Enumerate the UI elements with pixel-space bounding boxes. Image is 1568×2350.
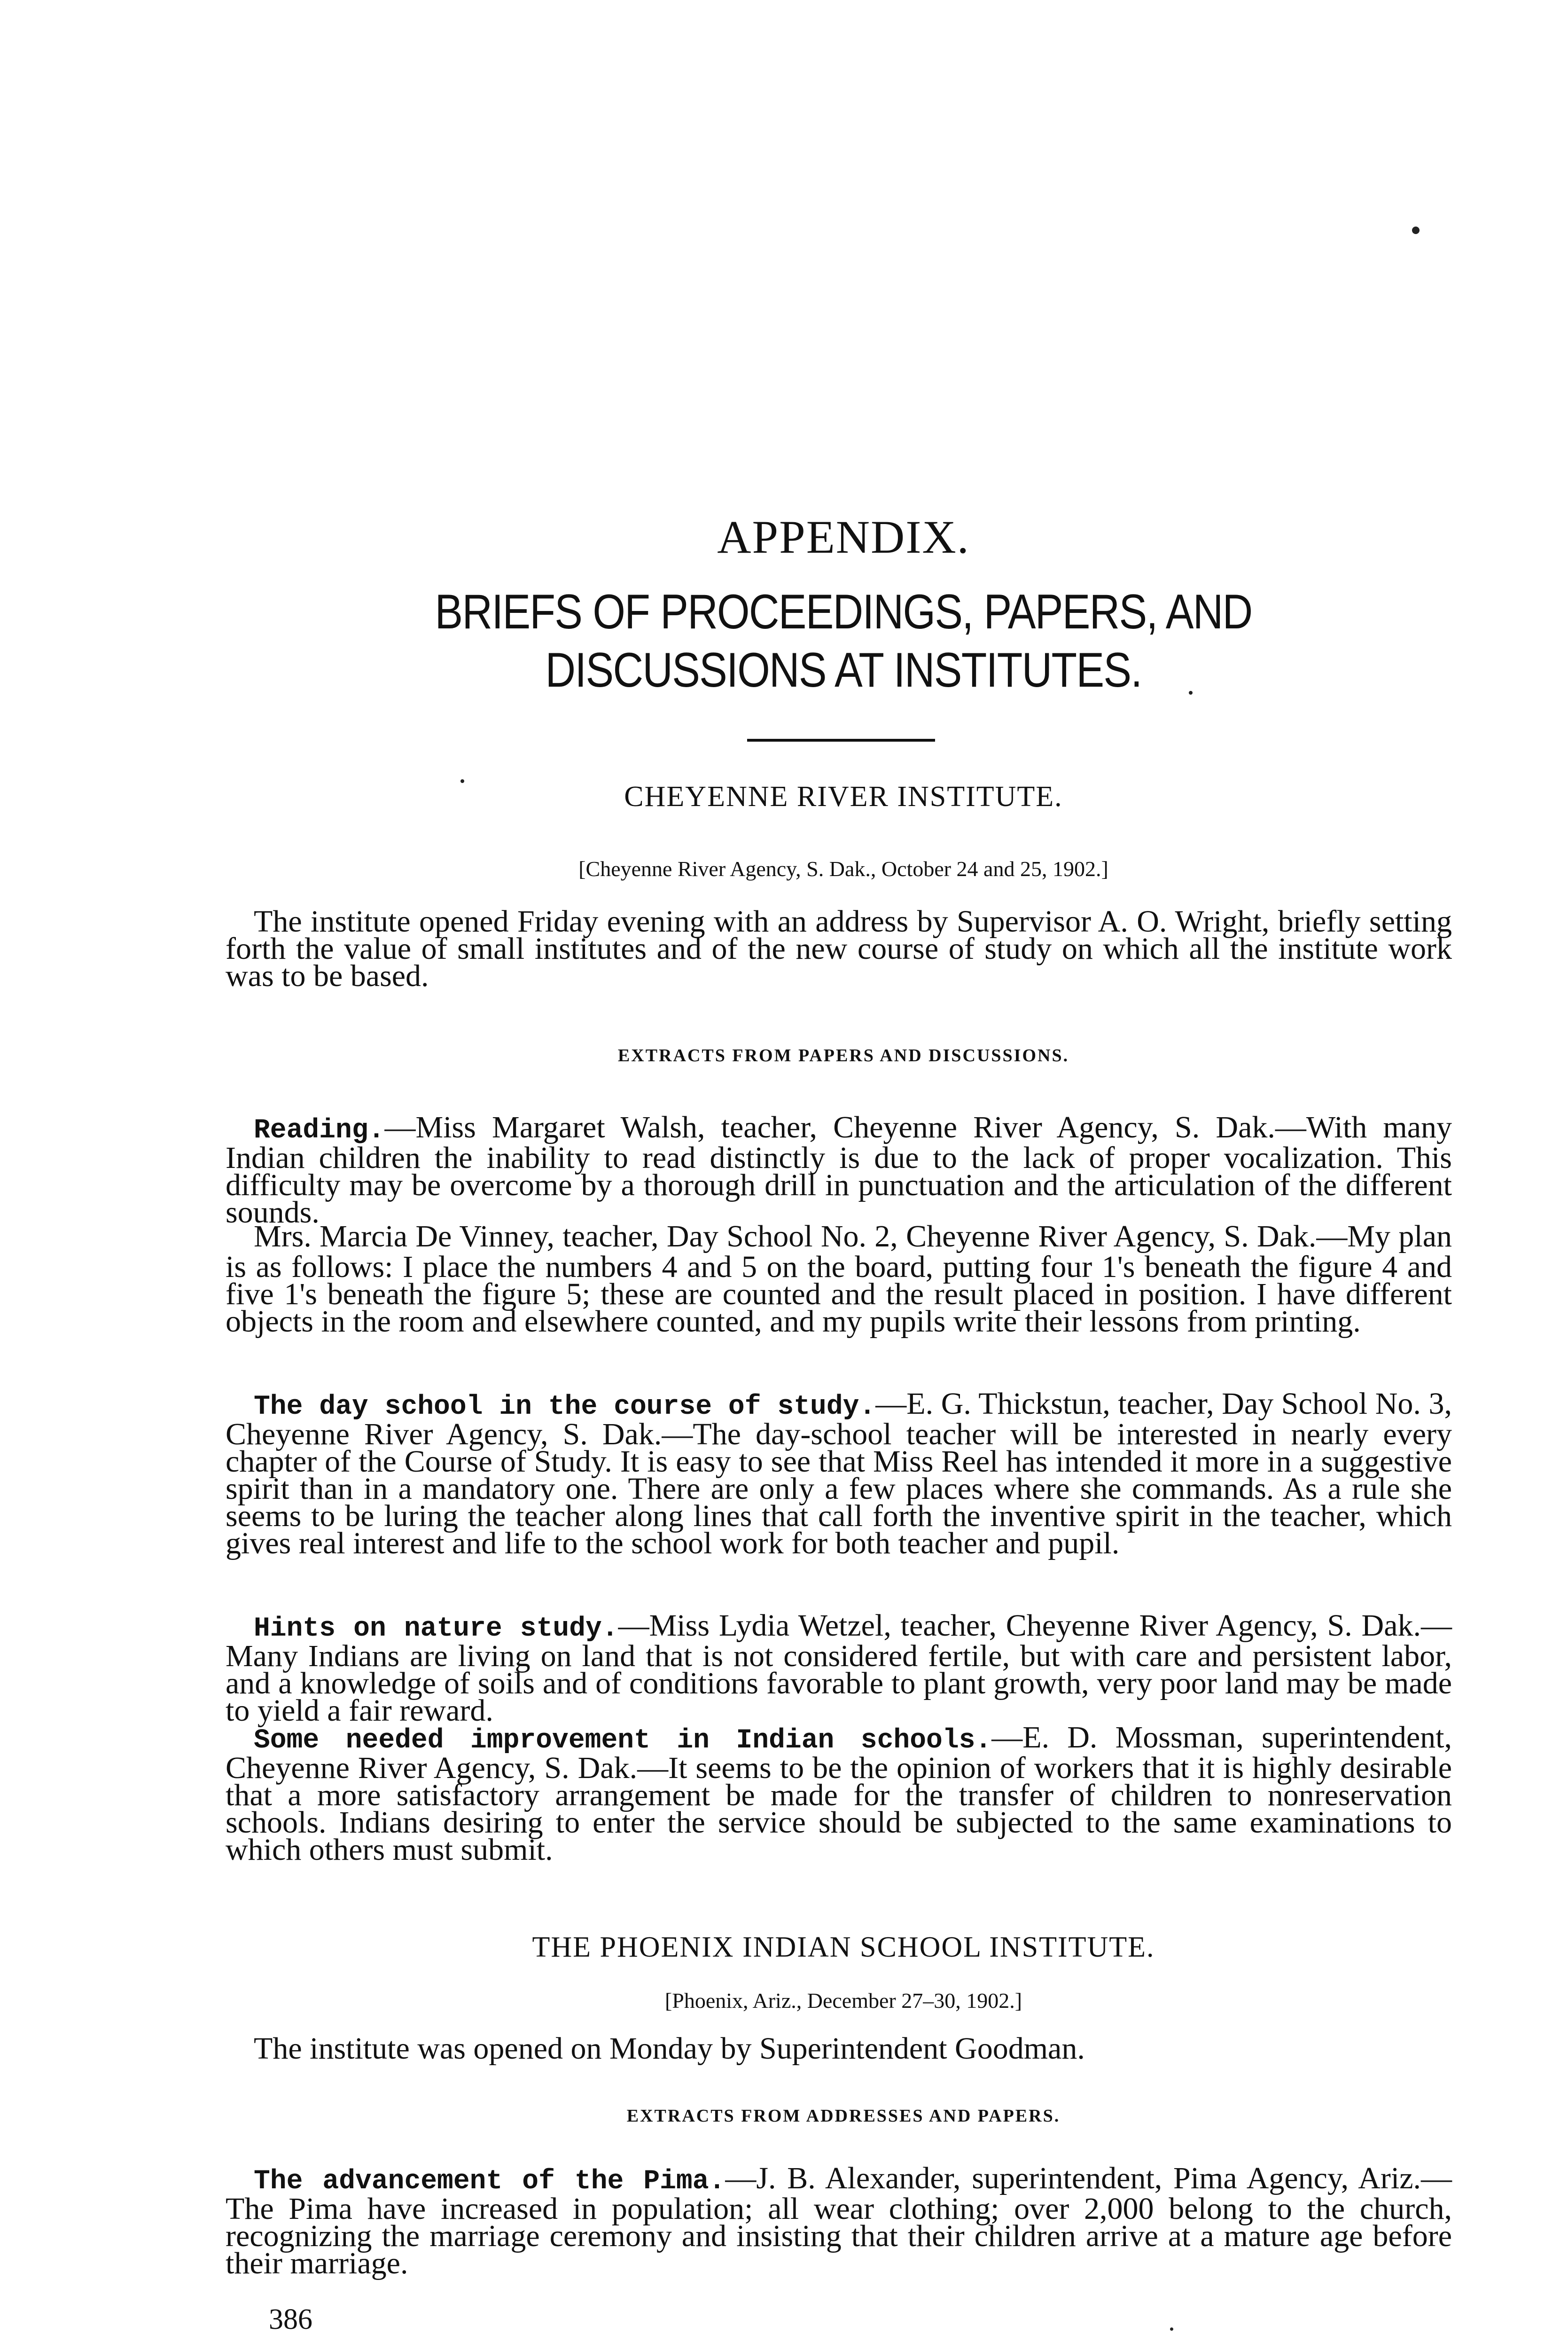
section-title-cheyenne: CHEYENNE RIVER INSTITUTE. bbox=[624, 781, 1063, 813]
paragraph-reading bbox=[226, 1110, 1452, 1230]
scan-speck bbox=[1412, 227, 1420, 234]
scan-speck bbox=[1170, 2327, 1173, 2331]
page-number: 386 bbox=[269, 2303, 312, 2335]
dateline-phoenix: [Phoenix, Ariz., December 27–30, 1902.] bbox=[664, 1989, 1022, 2013]
paragraph-text: Mrs. Marcia De Vinney, teacher, Day School No. 2, Cheyenne River Agency, S. Dak.—My plan is as follows: I place the numbers 4 and 5 on the board, putting four 1's beneath the figure 4 and five 1's beneath the figure 5; these are counted and the result placed in position. I have different objects in the room and elsewhere counted, and my pupils write their lessons from printing. bbox=[226, 1219, 1452, 1339]
paragraph-text: —E. D. Mossman, superintendent, Cheyenne River Agency, S. Dak.—It seems to be the opinion of workers that it is highly desirable that a more satisfactory arrangement be made for the transfer of children to nonreservation schools. Indians desiring to enter the service should be subjected to the same examinations to which others must submit. bbox=[226, 1720, 1452, 1867]
extracts-heading-cheyenne: EXTRACTS FROM PAPERS AND DISCUSSIONS. bbox=[617, 1046, 1069, 1065]
scan-speck bbox=[460, 779, 464, 783]
paragraph-pima bbox=[226, 2161, 1452, 2280]
main-title: BRIEFS OF PROCEEDINGS, PAPERS, AND DISCUSSIONS AT INSTITUTES. bbox=[435, 585, 1252, 697]
paragraph-day-school bbox=[226, 1386, 1452, 1560]
paragraph-text: —E. G. Thickstun, teacher, Day School No. 3, Cheyenne River Agency, S. Dak.—The day-school teacher will be interested in nearly every chapter of the Course of Study. It is easy to see that Miss Reel has intended it more in a suggestive spirit than in a mandatory one. There are only a few places where she commands. As a rule she seems to be luring the teacher along lines that call forth the inventive spirit in the teacher, which gives real interest and life to the school work for both teacher and pupil. bbox=[226, 1386, 1452, 1560]
paragraph-needed-improvement bbox=[226, 1720, 1452, 1867]
extracts-heading-phoenix: EXTRACTS FROM ADDRESSES AND PAPERS. bbox=[626, 2106, 1061, 2126]
topic-day-school: The day school in the course of study. bbox=[254, 1392, 876, 1422]
paragraph-text: —Miss Lydia Wetzel, teacher, Cheyenne River Agency, S. Dak.—Many Indians are living on land that is not considered fertile, but with care and persistent labor, and a knowledge of soils and of conditions favorable to plant growth, very poor land may be made to yield a fair reward. bbox=[226, 1608, 1452, 1728]
paragraph-text: —Miss Margaret Walsh, teacher, Cheyenne River Agency, S. Dak.—With many Indian children the inability to read distinctly is due to the lack of proper vocalization. This difficulty may be overcome by a thorough drill in punctuation and the articulation of the different sounds. bbox=[226, 1110, 1452, 1230]
intro-cheyenne: The institute opened Friday evening with an address by Supervisor A. O. Wright, briefly setting forth the value of small institutes and of the new course of study on which all the institute work was to be based. bbox=[226, 904, 1452, 993]
topic-pima: The advancement of the Pima. bbox=[254, 2166, 725, 2197]
scan-speck bbox=[1189, 691, 1193, 695]
topic-reading: Reading. bbox=[254, 1115, 385, 1146]
topic-nature-study: Hints on nature study. bbox=[254, 1614, 618, 1644]
title-divider bbox=[747, 739, 935, 742]
paragraph-de-vinney bbox=[226, 1219, 1452, 1339]
paragraph-text: —J. B. Alexander, superintendent, Pima Agency, Ariz.—The Pima have increased in population; all wear clothing; over 2,000 belong to the church, recognizing the marriage ceremony and insisting that their children arrive at a mature age before their marriage. bbox=[226, 2161, 1452, 2280]
dateline-cheyenne: [Cheyenne River Agency, S. Dak., October 24 and 25, 1902.] bbox=[578, 857, 1108, 881]
paragraph-nature-study bbox=[226, 1608, 1452, 1728]
section-title-phoenix: THE PHOENIX INDIAN SCHOOL INSTITUTE. bbox=[532, 1931, 1155, 1963]
appendix-title: APPENDIX. bbox=[717, 511, 970, 563]
topic-needed-improvement: Some needed improvement in Indian schools. bbox=[254, 1725, 992, 1756]
intro-phoenix: The institute was opened on Monday by Superintendent Goodman. bbox=[254, 2031, 1085, 2066]
